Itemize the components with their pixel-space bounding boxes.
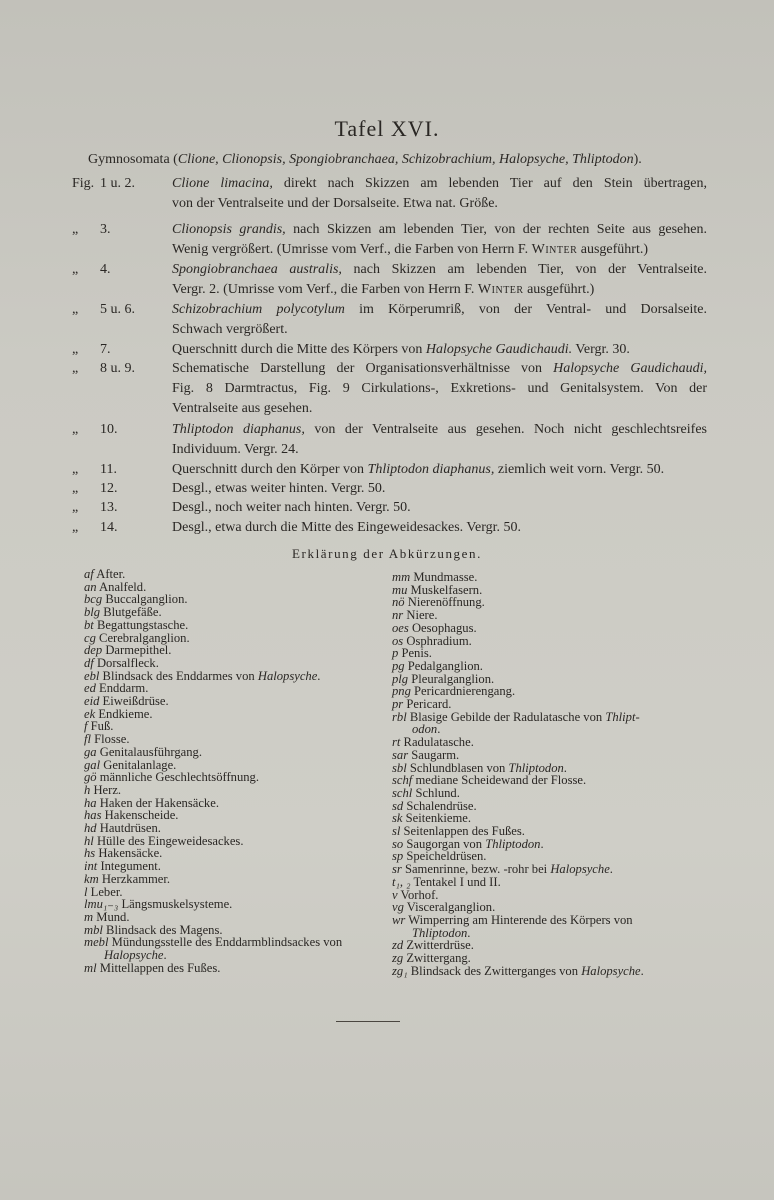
abbreviation-key: sar bbox=[392, 747, 409, 762]
abbreviation-meaning: Analfeld. bbox=[96, 579, 147, 594]
abbreviation-entry: ebl Blindsack des Enddarmes von Halopsyche. bbox=[84, 668, 321, 683]
figure-description bbox=[172, 260, 707, 300]
abbreviation-meaning: Längsmuskelsysteme. bbox=[118, 897, 233, 912]
caption-line: Schizobrachium polycotylum im Körperumriß, von der Ventral- und Dorsalseite. bbox=[172, 302, 707, 317]
figure-description bbox=[172, 300, 707, 340]
abbreviation-meaning: Mundmasse. bbox=[410, 570, 478, 584]
abbreviation-entry: sbl Schlundblasen von Thliptodon. bbox=[392, 760, 567, 775]
abbreviation-meaning: Zwitterdrüse. bbox=[403, 938, 474, 953]
caption-line: Thliptodon diaphanus, von der Ventralseite aus gesehen. Noch nicht geschlechtsreifes bbox=[172, 422, 707, 437]
figure-number: 13. bbox=[100, 500, 118, 515]
abbreviation-key: hs bbox=[84, 846, 96, 861]
abbreviation-entry bbox=[84, 708, 384, 721]
abbreviation-meaning: Pleuralganglion. bbox=[408, 671, 495, 686]
abbreviation-meaning: Blindsack des Magens. bbox=[102, 922, 223, 937]
abbreviation-meaning: männliche Geschlechtsöffnung. bbox=[96, 770, 259, 785]
caption-line: Fig. 8 Darmtractus, Fig. 9 Cirkulations-, Exkretions- und Genitalsystem. Von der bbox=[172, 381, 707, 396]
abbreviation-meaning: Schlundblasen von bbox=[406, 760, 509, 775]
caption-line: Schwach vergrößert. bbox=[172, 322, 288, 337]
abbreviation-key: nr bbox=[392, 608, 404, 623]
abbreviation-key: an bbox=[84, 579, 97, 594]
abbreviation-meaning: Herzkammer. bbox=[98, 871, 171, 886]
caption-line: Desgl., etwa durch die Mitte des Eingeweidesackes. Vergr. 50. bbox=[172, 520, 522, 535]
abbreviation-key: bcg bbox=[84, 592, 103, 607]
abbreviation-key: zg₁ bbox=[392, 963, 408, 978]
figure-prefix: „ bbox=[72, 481, 79, 496]
figure-prefix: „ bbox=[72, 361, 79, 376]
figure-number: 14. bbox=[100, 520, 118, 535]
figure-description bbox=[172, 340, 707, 360]
abbreviation-meaning: Dorsalfleck. bbox=[93, 655, 159, 670]
abbreviation-key: int bbox=[84, 859, 98, 874]
figure-number: 4. bbox=[100, 262, 111, 277]
figure-description bbox=[172, 518, 707, 538]
caption-line: Querschnitt durch die Mitte des Körpers von Halopsyche Gaudichaudi. Vergr. 30. bbox=[172, 342, 630, 357]
abbreviation-meaning: Genitalanlage. bbox=[100, 757, 177, 772]
abbreviation-entry bbox=[392, 596, 712, 609]
abbreviation-key: sk bbox=[392, 811, 403, 826]
abbreviation-key: vg bbox=[392, 900, 404, 915]
abbreviation-entry: mebl Mündungsstelle des Enddarmblindsackes von Halopsyche. bbox=[84, 935, 343, 963]
abbreviation-key: hl bbox=[84, 833, 94, 848]
abbreviation-entry bbox=[84, 962, 384, 975]
figure-number: 7. bbox=[100, 342, 111, 357]
legend-title: Erklärung der Abkürzungen. bbox=[292, 546, 482, 561]
abbreviation-meaning: Wimperring am Hinterende des Körpers von bbox=[405, 912, 633, 927]
abbreviation-meaning: Genitalausführgang. bbox=[96, 744, 202, 759]
abbreviation-key: mu bbox=[392, 582, 408, 597]
figure-prefix: „ bbox=[72, 500, 79, 515]
abbreviation-meaning: Flosse. bbox=[91, 732, 130, 747]
abbreviation-meaning: Muskelfasern. bbox=[407, 582, 483, 597]
figure-number: 3. bbox=[100, 222, 111, 237]
abbreviation-meaning: Endkieme. bbox=[95, 706, 153, 721]
abbreviation-entry: rbl Blasige Gebilde der Radulatasche von Thlipt- odon. bbox=[392, 709, 640, 737]
abbreviation-meaning: Hakenscheide. bbox=[101, 808, 179, 823]
abbreviation-meaning: Enddarm. bbox=[95, 681, 149, 696]
abbreviation-meaning: Niere. bbox=[403, 608, 438, 623]
abbreviation-key: zd bbox=[392, 938, 404, 953]
abbreviation-meaning: Integument. bbox=[97, 859, 161, 874]
caption-line: Clione limacina, direkt nach Skizzen am lebenden Tier auf den Stein übertragen, bbox=[172, 176, 707, 191]
abbreviation-key: wr bbox=[392, 912, 406, 927]
figure-prefix: „ bbox=[72, 462, 79, 477]
abbreviation-meaning: Zwittergang. bbox=[403, 951, 471, 966]
subtitle bbox=[88, 152, 642, 168]
abbreviation-key: schl bbox=[392, 785, 413, 800]
abbreviation-meaning: Leber. bbox=[87, 884, 123, 899]
abbreviation-meaning: After. bbox=[93, 567, 126, 581]
subtitle-genera: Clione, Clionopsis, Spongiobranchaea, Schizobrachium, Halopsyche, Thliptodon bbox=[177, 152, 634, 167]
abbreviation-entry bbox=[392, 876, 712, 889]
figure-prefix: „ bbox=[72, 262, 79, 277]
abbreviation-meaning: Herz. bbox=[90, 782, 122, 797]
abbreviation-meaning: Samenrinne, bezw. -rohr bei bbox=[401, 862, 551, 877]
abbreviation-key: eid bbox=[84, 694, 100, 709]
abbreviation-key: cg bbox=[84, 630, 96, 645]
abbreviation-key: h bbox=[84, 782, 91, 797]
abbreviation-key: pg bbox=[392, 658, 405, 673]
abbreviation-key: ed bbox=[84, 681, 96, 696]
abbreviation-meaning: Nierenöffnung. bbox=[404, 595, 485, 610]
abbreviation-entry bbox=[84, 771, 384, 784]
abbreviation-meaning: Vorhof. bbox=[397, 887, 439, 902]
abbreviation-key: hd bbox=[84, 821, 97, 836]
figure-prefix: „ bbox=[72, 520, 79, 535]
abbreviation-key: gal bbox=[84, 757, 101, 772]
abbreviation-meaning: Oesophagus. bbox=[408, 620, 477, 635]
abbreviation-key: sd bbox=[392, 798, 404, 813]
figure-description bbox=[172, 498, 707, 518]
abbreviation-key: ebl bbox=[84, 668, 100, 683]
figure-prefix: „ bbox=[72, 222, 79, 237]
abbreviation-key: km bbox=[84, 871, 99, 886]
abbreviation-meaning: Osphradium. bbox=[403, 633, 472, 648]
abbreviation-meaning: Begattungstasche. bbox=[93, 617, 189, 632]
abbreviation-key: l bbox=[84, 884, 88, 899]
figure-number: 5 u. 6. bbox=[100, 302, 135, 317]
abbreviation-entry bbox=[392, 635, 712, 648]
abbreviation-key: m bbox=[84, 909, 94, 924]
abbreviation-list-right bbox=[392, 571, 712, 978]
abbreviation-meaning: Blindsack des Enddarmes von bbox=[99, 668, 258, 683]
abbreviation-key: gö bbox=[84, 770, 97, 785]
figure-prefix: „ bbox=[72, 422, 79, 437]
abbreviation-meaning: Hakensäcke. bbox=[95, 846, 163, 861]
figure-number: 8 u. 9. bbox=[100, 361, 135, 376]
abbreviation-meaning: Hautdrüsen. bbox=[96, 821, 161, 836]
abbreviation-meaning: Radulatasche. bbox=[400, 735, 474, 750]
abbreviation-meaning: Saugorgan von bbox=[403, 836, 486, 851]
abbreviation-meaning: Penis. bbox=[398, 646, 432, 661]
abbreviation-key: ga bbox=[84, 744, 97, 759]
abbreviation-meaning: Mund. bbox=[93, 909, 130, 924]
figure-number: 12. bbox=[100, 481, 118, 496]
abbreviation-meaning: Haken der Hakensäcke. bbox=[96, 795, 219, 810]
abbreviation-key: t₁, ₂ bbox=[392, 874, 411, 889]
abbreviation-meaning: Fuß. bbox=[87, 719, 114, 734]
abbreviation-key: os bbox=[392, 633, 404, 648]
abbreviation-key: mbl bbox=[84, 922, 103, 937]
figure-number: 1 u. 2. bbox=[100, 176, 135, 191]
abbreviation-key: png bbox=[392, 684, 411, 699]
abbreviation-key: mm bbox=[392, 570, 411, 584]
abbreviation-meaning: Pericardnierengang. bbox=[410, 684, 516, 699]
caption-line: Spongiobranchaea australis, nach Skizzen am lebenden Tier, von der Ventralseite. bbox=[172, 262, 707, 277]
abbreviation-entry: wr Wimperring am Hinterende des Körpers von Thliptodon. bbox=[392, 912, 633, 940]
abbreviation-key: rbl bbox=[392, 709, 407, 724]
abbreviation-key: bt bbox=[84, 617, 94, 632]
abbreviation-meaning: Schalendrüse. bbox=[403, 798, 477, 813]
caption-line: Querschnitt durch den Körper von Thliptodon diaphanus, ziemlich weit vorn. Vergr. 50. bbox=[172, 462, 665, 477]
abbreviation-key: schf bbox=[392, 773, 413, 788]
abbreviation-meaning: Eiweißdrüse. bbox=[99, 694, 169, 709]
abbreviation-key: so bbox=[392, 836, 404, 851]
abbreviation-entry: zg₁ Blindsack des Zwitterganges von Halopsyche. bbox=[392, 963, 644, 978]
abbreviation-meaning: Mittellappen des Fußes. bbox=[96, 960, 221, 975]
abbreviation-meaning: Pedalganglion. bbox=[404, 658, 483, 673]
figure-description bbox=[172, 359, 707, 419]
figure-prefix: Fig. bbox=[72, 176, 95, 191]
abbreviation-key: oes bbox=[392, 620, 409, 635]
abbreviation-key: lmu₁₋₃ bbox=[84, 897, 119, 912]
abbreviation-meaning: Darmepithel. bbox=[102, 643, 172, 658]
abbreviation-meaning: Blutgefäße. bbox=[100, 605, 162, 620]
figure-description bbox=[172, 479, 707, 499]
abbreviation-key: ml bbox=[84, 960, 97, 975]
abbreviation-key: ek bbox=[84, 706, 96, 721]
figure-description bbox=[172, 460, 707, 480]
abbreviation-meaning: Visceralganglion. bbox=[403, 900, 496, 915]
figure-number: 11. bbox=[100, 462, 117, 477]
figure-prefix: „ bbox=[72, 342, 79, 357]
figure-prefix: „ bbox=[72, 302, 79, 317]
caption-line: Individuum. Vergr. 24. bbox=[172, 442, 299, 457]
abbreviation-key: sbl bbox=[392, 760, 407, 775]
abbreviation-meaning: Seitenkieme. bbox=[402, 811, 472, 826]
figure-description bbox=[172, 220, 707, 260]
divider bbox=[336, 1021, 400, 1022]
figure-description bbox=[172, 420, 707, 460]
abbreviation-key: sr bbox=[392, 862, 402, 877]
abbreviation-key: mebl bbox=[84, 935, 109, 950]
abbreviation-key: rt bbox=[392, 735, 401, 750]
abbreviation-key: nö bbox=[392, 595, 405, 610]
abbreviation-key: v bbox=[392, 887, 398, 902]
abbreviation-entry: sr Samenrinne, bezw. -rohr bei Halopsyche. bbox=[392, 862, 613, 877]
subtitle-lead: Gymnosomata ( bbox=[88, 152, 178, 167]
abbreviation-meaning: Blindsack des Zwitterganges von bbox=[407, 963, 582, 978]
abbreviation-key: fl bbox=[84, 732, 91, 747]
abbreviation-key: sl bbox=[392, 824, 401, 839]
abbreviation-list-left bbox=[84, 568, 384, 975]
subtitle-close: ). bbox=[633, 152, 642, 167]
abbreviation-meaning: Hülle des Eingeweidesackes. bbox=[93, 833, 244, 848]
caption-line: Desgl., etwas weiter hinten. Vergr. 50. bbox=[172, 481, 386, 496]
abbreviation-key: ha bbox=[84, 795, 97, 810]
abbreviation-meaning: Pericard. bbox=[403, 697, 452, 712]
figure-description bbox=[172, 174, 707, 214]
abbreviation-entry: so Saugorgan von Thliptodon. bbox=[392, 836, 544, 851]
caption-line: von der Ventralseite und der Dorsalseite. Etwa nat. Größe. bbox=[172, 196, 498, 211]
abbreviation-key: dep bbox=[84, 643, 103, 658]
figure-number: 10. bbox=[100, 422, 118, 437]
abbreviation-meaning: Blasige Gebilde der Radulatasche von bbox=[406, 709, 606, 724]
abbreviation-meaning: mediane Scheidewand der Flosse. bbox=[412, 773, 587, 788]
abbreviation-entry bbox=[84, 873, 384, 886]
caption-line: Clionopsis grandis, nach Skizzen am lebenden Tier, von der rechten Seite aus gesehen. bbox=[172, 222, 707, 237]
page-title: Tafel XVI. bbox=[334, 116, 440, 141]
abbreviation-meaning: Cerebralganglion. bbox=[95, 630, 190, 645]
abbreviation-key: blg bbox=[84, 605, 101, 620]
caption-line: Vergr. 2. (Umrisse vom Verf., die Farben von Herrn F. Winter ausgeführt.) bbox=[172, 282, 595, 297]
abbreviation-key: has bbox=[84, 808, 102, 823]
abbreviation-meaning: Buccalganglion. bbox=[102, 592, 188, 607]
caption-line: Schematische Darstellung der Organisationsverhältnisse von Halopsyche Gaudichaudi, bbox=[172, 361, 707, 376]
abbreviation-meaning: Saugarm. bbox=[408, 747, 460, 762]
abbreviation-meaning: Tentakel I und II. bbox=[410, 874, 501, 889]
abbreviation-key: f bbox=[84, 719, 88, 734]
abbreviation-key: plg bbox=[392, 671, 409, 686]
abbreviation-key: pr bbox=[392, 697, 404, 712]
abbreviation-key: zg bbox=[392, 951, 404, 966]
abbreviation-meaning: Seitenlappen des Fußes. bbox=[400, 824, 525, 839]
abbreviation-key: p bbox=[392, 646, 399, 661]
caption-line: Desgl., noch weiter nach hinten. Vergr. 50. bbox=[172, 500, 411, 515]
caption-line: Wenig vergrößert. (Umrisse vom Verf., die Farben von Herrn F. Winter ausgeführt.) bbox=[172, 242, 649, 257]
abbreviation-key: af bbox=[84, 567, 94, 581]
abbreviation-meaning: Mündungsstelle des Enddarmblindsackes von bbox=[108, 935, 343, 950]
abbreviation-meaning: Speicheldrüsen. bbox=[403, 849, 487, 864]
abbreviation-meaning: Schlund. bbox=[412, 785, 460, 800]
abbreviation-key: df bbox=[84, 655, 94, 670]
abbreviation-key: sp bbox=[392, 849, 404, 864]
caption-line: Ventralseite aus gesehen. bbox=[172, 401, 313, 416]
